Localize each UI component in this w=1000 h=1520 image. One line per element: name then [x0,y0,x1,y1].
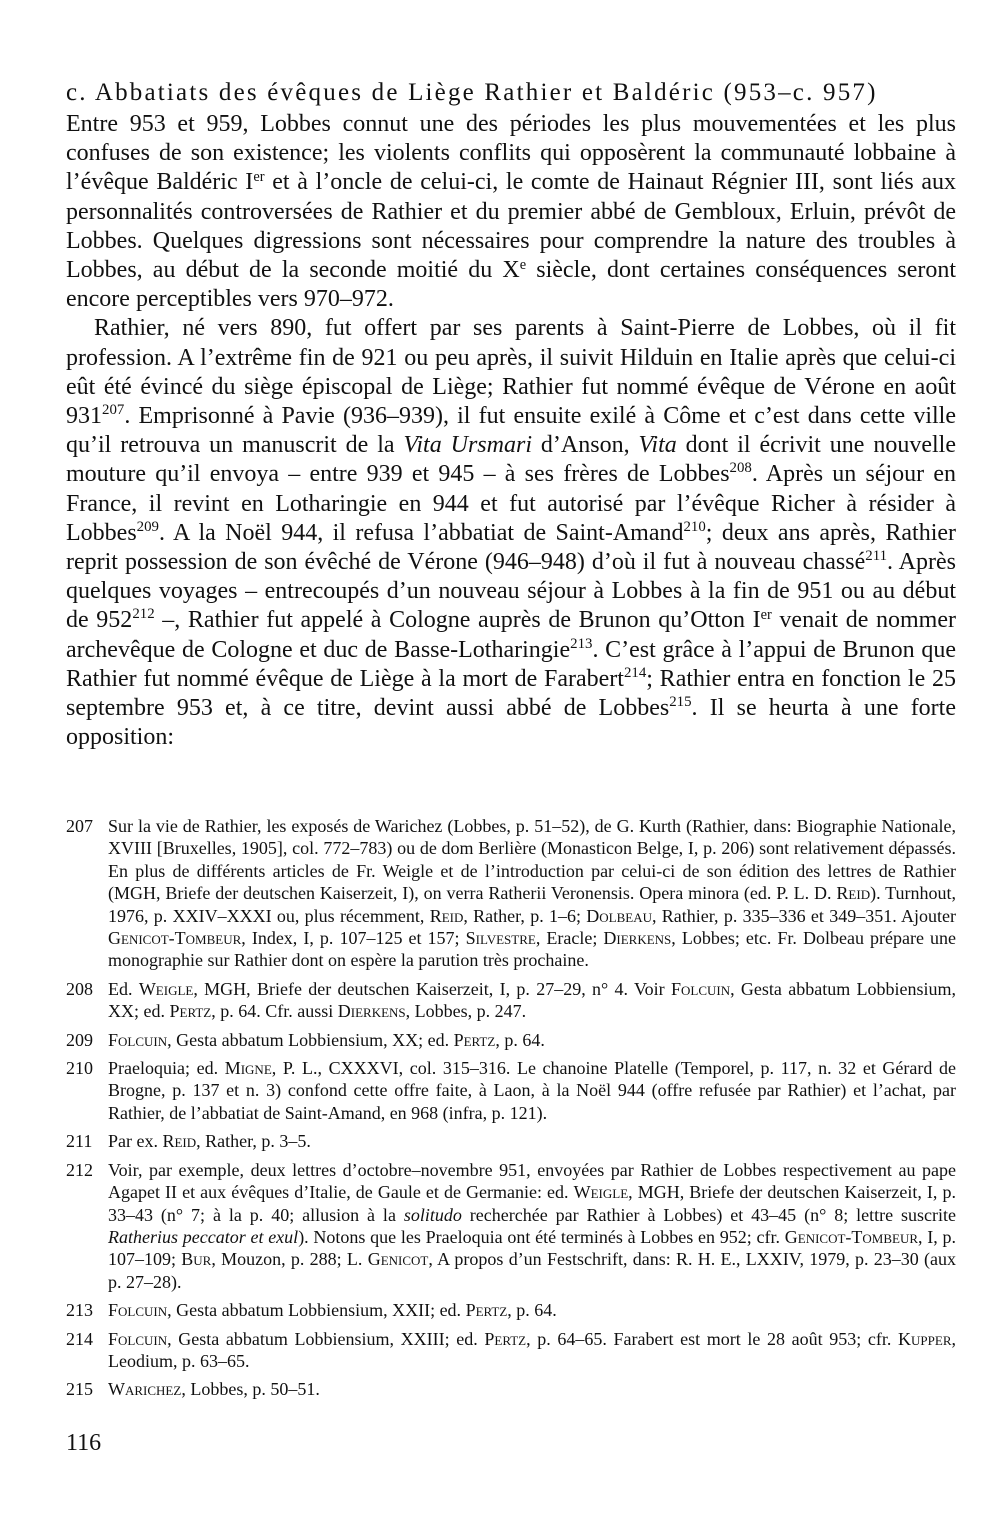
footnote [66,1299,956,1321]
small-caps-name: Folcuin [108,1300,168,1321]
small-caps-name: Weigle [138,978,194,999]
footnote-text: Warichez, Lobbes, p. 50–51. [108,1379,320,1400]
footnote-number: 214 [66,1328,93,1349]
italic-text: Vita Ursmari [403,432,532,459]
footnote-ref: 214 [623,664,647,681]
small-caps-name: Pertz [465,1300,508,1321]
footnote-text: Ed. Weigle, MGH, Briefe der deutschen Kaiserzeit, I, p. 27–29, n° 4. Voir Folcuin, Gesta abbatum Lobbiensium, XX; ed. Pertz, p. 64. Cfr. aussi Dierkens, Lobbes, p. 247. [108,978,956,1022]
footnote [66,1057,956,1124]
footnote-text: Voir, par exemple, deux lettres d’octobre–novembre 951, envoyées par Rathier de Lobbes respectivement au pape Agapet II et aux évêques d’Italie, de Gaule et de Germanie: ed. Weigle, MGH, Briefe der deutschen Kaiserzeit, I, p. 33–43 (n° 7; à la p. 40; allusion à la solitudo recherchée par Rathier à Lobbes) et 43–45 (n° 8; lettre suscrite Ratherius peccator et exul). Notons que les Praeloquia ont été terminés à Lobbes en 952; cfr. Genicot-Tombeur, I, p. 107–109; Bur, Mouzon, p. 288; L. Genicot, A propos d’un Festschrift, dans: R. H. E., LXXIV, 1979, p. 23–30 (aux p. 27–28). [108,1159,957,1292]
small-caps-name: Pertz [169,1001,212,1022]
footnote [66,1378,956,1400]
small-caps-name: Pertz [453,1029,496,1050]
footnote-text: Folcuin, Gesta abbatum Lobbiensium, XXIII; ed. Pertz, p. 64–65. Farabert est mort le 28 août 953; cfr. Kupper, Leodium, p. 63–65. [108,1328,956,1371]
footnote-text: Par ex. Reid, Rather, p. 3–5. [108,1131,311,1152]
small-caps-name: Reid [836,883,871,904]
footnote-number: 213 [66,1300,93,1321]
superscript: er [760,607,772,624]
small-caps-name: Genicot-Tombeur [784,1226,919,1247]
footnote-ref: 213 [570,635,593,652]
italic-text: Ratherius peccator et exul [108,1226,299,1247]
small-caps-name: Bur [181,1249,212,1270]
footnote-number: 208 [66,978,93,999]
superscript: e [519,257,527,274]
small-caps-name: Genicot [367,1249,429,1270]
footnote-ref: 212 [132,606,155,623]
small-caps-name: Reid [162,1131,197,1152]
footnote [66,1029,956,1051]
footnote-number: 209 [66,1029,93,1050]
footnote-text: Folcuin, Gesta abbatum Lobbiensium, XX; ed. Pertz, p. 64. [108,1029,545,1050]
section-heading: c. Abbatiats des évêques de Liège Rathier et Baldéric (953–c. 957) [66,79,878,106]
page-number: 116 [66,1430,102,1456]
small-caps-name: Kupper [898,1328,952,1349]
small-caps-name: Folcuin [108,1029,168,1050]
superscript: er [253,169,265,186]
small-caps-name: Folcuin [108,1328,168,1349]
body-text [66,110,956,752]
small-caps-name: Pertz [484,1328,527,1349]
small-caps-name: Warichez [108,1379,182,1400]
small-caps-name: Folcuin [670,978,731,999]
paragraph: Entre 953 et 959, Lobbes connut une des périodes les plus mouvementées et les plus confuses de son existence; les violents conflits qui opposèrent la communauté lobbaine à l’évêque Baldéric Ier et à l’oncle de celui-ci, le comte de Hainaut Régnier III, sont liés aux personnalités controversées de Rathier et du premier abbé de Gembloux, Erluin, prévôt de Lobbes. Quelques digressions sont nécessaires pour comprendre la nature des troubles à Lobbes, au début de la seconde moitié du Xe siècle, dont certaines conséquences seront encore perceptibles vers 970–972. [66,111,957,313]
footnote-ref: 215 [669,694,692,711]
footnote [66,815,956,972]
italic-text: solitudo [403,1204,462,1225]
footnotes [66,815,956,1407]
small-caps-name: Weigle [573,1182,629,1203]
footnote-ref: 209 [136,518,159,535]
footnote-number: 207 [66,816,93,836]
footnote [66,1130,956,1152]
footnote-ref: 211 [865,548,888,565]
footnote [66,1328,956,1373]
footnote-number: 212 [66,1159,93,1180]
footnote-number: 210 [66,1058,93,1079]
small-caps-name: Genicot-Tombeur [108,928,242,949]
footnote-ref: 210 [683,518,706,535]
small-caps-name: Dierkens [603,928,672,949]
footnote [66,1159,956,1293]
small-caps-name: Dierkens [337,1001,406,1022]
footnote-number: 215 [66,1379,93,1400]
footnote-number: 211 [66,1131,93,1152]
footnote [66,978,956,1023]
italic-text: Vita [638,432,677,459]
small-caps-name: Reid [429,905,464,926]
footnote-ref: 207 [102,402,125,419]
footnote-text: Sur la vie de Rathier, les exposés de Warichez (Lobbes, p. 51–52), de G. Kurth (Rathier, dans: Biographie Nationale, XVIII [Bruxelles, 1905], col. 772–783) ou de dom Berlière (Monasticon Belge, I, p. 206) sont relativement dépassés. En plus de différents articles de Fr. Weigle et de l’introduction par celui-ci de son édition des lettres de Rathier (MGH, Briefe der deutschen Kaiserzeit, I), on verra Ratherii Veronensis. Opera minora (ed. P. L. D. Reid). Turnhout, 1976, p. XXIV–XXXI ou, plus récemment, Reid, Rather, p. 1–6; Dolbeau, Rathier, p. 335–336 et 349–351. Ajouter Genicot-Tombeur, Index, I, p. 107–125 et 157; Silvestre, Eracle; Dierkens, Lobbes; etc. Fr. Dolbeau prépare une monographie sur Rathier dont on espère la parution très prochaine. [108,816,957,971]
page-content [66,78,956,752]
small-caps-name: Dolbeau [586,905,652,926]
paragraph: Rathier, né vers 890, fut offert par ses parents à Saint-Pierre de Lobbes, où il fit profession. A l’extrême fin de 921 ou peu après, il suivit Hilduin en Italie après que celui-ci eût été évincé du siège épiscopal de Liège; Rathier fut nommé évêque de Vérone en août 931$^{207}$. Emprisonné à Pavie (936–939), il fut ensuite exilé à Côme et c’est dans cette ville qu’il retrouva un manuscrit de la Vita Ursmari d’Anson, Vita dont il écrivit une nouvelle mouture qu’il envoya – entre 939 et 945 – à ses frères de Lobbes$^{208}$. Après un séjour en France, il revint en Lotharingie en 944 et fut autorisé par l’évêque Richer à résider à Lobbes$^{209}$. A la Noël 944, il refusa l’abbatiat de Saint-Amand$^{210}$; deux ans après, Rathier reprit possession de son évêché de Vérone (946–948) d’où il fut à nouveau chassé$^{211}$. Après quelques voyages – entrecoupés d’un nouveau séjour à Lobbes à la fin de 951 ou au début de 952$^{212}$ –, Rathier fut appelé à Cologne auprès de Brunon qu’Otton Ier venait de nommer archevêque de Cologne et duc de Basse-Lotharingie$^{213}$. C’est grâce à l’appui de Brunon que Rathier fut nommé évêque de Liège à la mort de Farabert$^{214}$; Rathier entra en fonction le 25 septembre 953 et, à ce titre, devint aussi abbé de Lobbes$^{215}$. Il se heurta à une forte opposition: [66,315,957,751]
small-caps-name: Migne [224,1058,272,1079]
footnote-ref: 208 [729,460,752,477]
footnote-text: Folcuin, Gesta abbatum Lobbiensium, XXII; ed. Pertz, p. 64. [108,1300,557,1321]
small-caps-name: Silvestre [465,928,536,949]
footnote-text: Praeloquia; ed. Migne, P. L., CXXXVI, col. 315–316. Le chanoine Platelle (Temporel, p. 117, n. 32 et Gérard de Brogne, p. 137 et n. 3) confond cette offre faite, à Laon, à la Noël 944 (offre refusée par Rathier) et l’achat, par Rathier, de l’abbatiat de Saint-Amand, en 968 (infra, p. 121). [108,1058,957,1123]
